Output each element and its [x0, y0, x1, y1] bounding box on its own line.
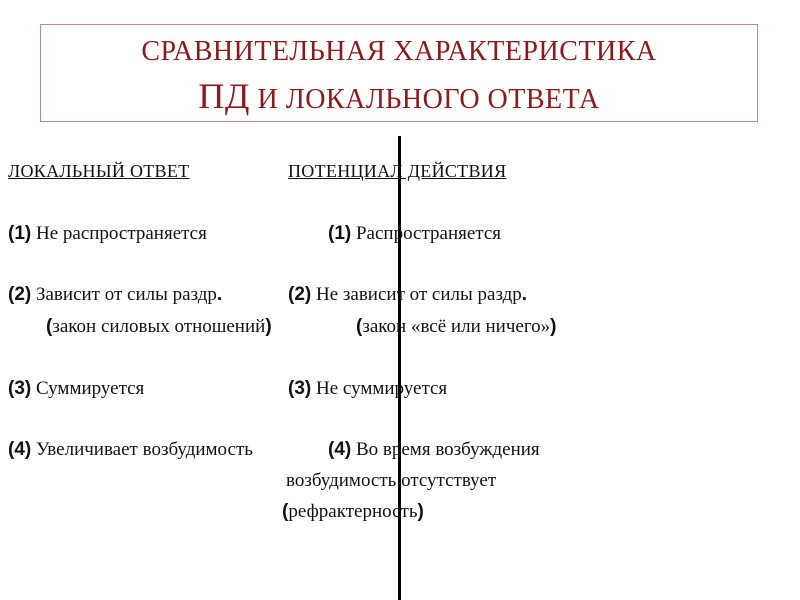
left-item-4	[8, 439, 253, 461]
item-text: Не зависит от силы раздр	[315, 284, 522, 305]
item-number: (1)	[8, 223, 32, 244]
left-item-3	[8, 378, 144, 400]
item-note: рефрактерность	[288, 501, 418, 522]
right-item-2-note: (закон «всё или ничего»)	[356, 316, 557, 337]
item-number: (4)	[8, 439, 32, 460]
right-item-3	[288, 378, 447, 400]
item-text: Не суммируется	[315, 378, 448, 399]
title-line-1: СРАВНИТЕЛЬНАЯ ХАРАКТЕРИСТИКА	[141, 36, 657, 67]
item-number: (2)	[8, 284, 32, 305]
title-abbrev: ПД	[198, 76, 250, 116]
title-box	[40, 24, 758, 122]
right-item-4-note: (рефрактерность)	[282, 501, 424, 522]
item-note: закон «всё или ничего»	[362, 316, 551, 337]
left-item-2-note: (закон силовых отношений)	[46, 316, 272, 337]
title-rest: И ЛОКАЛЬНОГО ОТВЕТА	[249, 84, 600, 115]
item-text: Увеличивает возбудимость	[35, 439, 253, 460]
item-number: (2)	[288, 284, 312, 305]
right-item-4	[328, 439, 540, 461]
right-column-header: ПОТЕНЦИАЛ ДЕЙСТВИЯ	[288, 161, 507, 181]
item-number: (1)	[328, 223, 352, 244]
item-text: Не распространяется	[35, 223, 207, 244]
item-text: Во время возбуждения	[355, 439, 540, 460]
right-item-1	[328, 223, 501, 245]
right-item-4-continuation: возбудимость отсутствует	[286, 470, 497, 491]
item-number: (3)	[8, 378, 32, 399]
item-note: закон силовых отношений	[52, 316, 266, 337]
item-text: Распространяется	[355, 223, 502, 244]
left-item-1	[8, 223, 207, 245]
item-number: (3)	[288, 378, 312, 399]
left-item-2: (2) Зависит от силы раздр.	[8, 284, 223, 305]
left-column-header: ЛОКАЛЬНЫЙ ОТВЕТ	[8, 161, 190, 181]
item-text: Суммируется	[35, 378, 145, 399]
title-line-2	[41, 75, 757, 117]
item-text: Зависит от силы раздр	[35, 284, 217, 305]
column-divider	[398, 136, 401, 600]
item-number: (4)	[328, 439, 352, 460]
right-item-2: (2) Не зависит от силы раздр.	[288, 284, 528, 305]
